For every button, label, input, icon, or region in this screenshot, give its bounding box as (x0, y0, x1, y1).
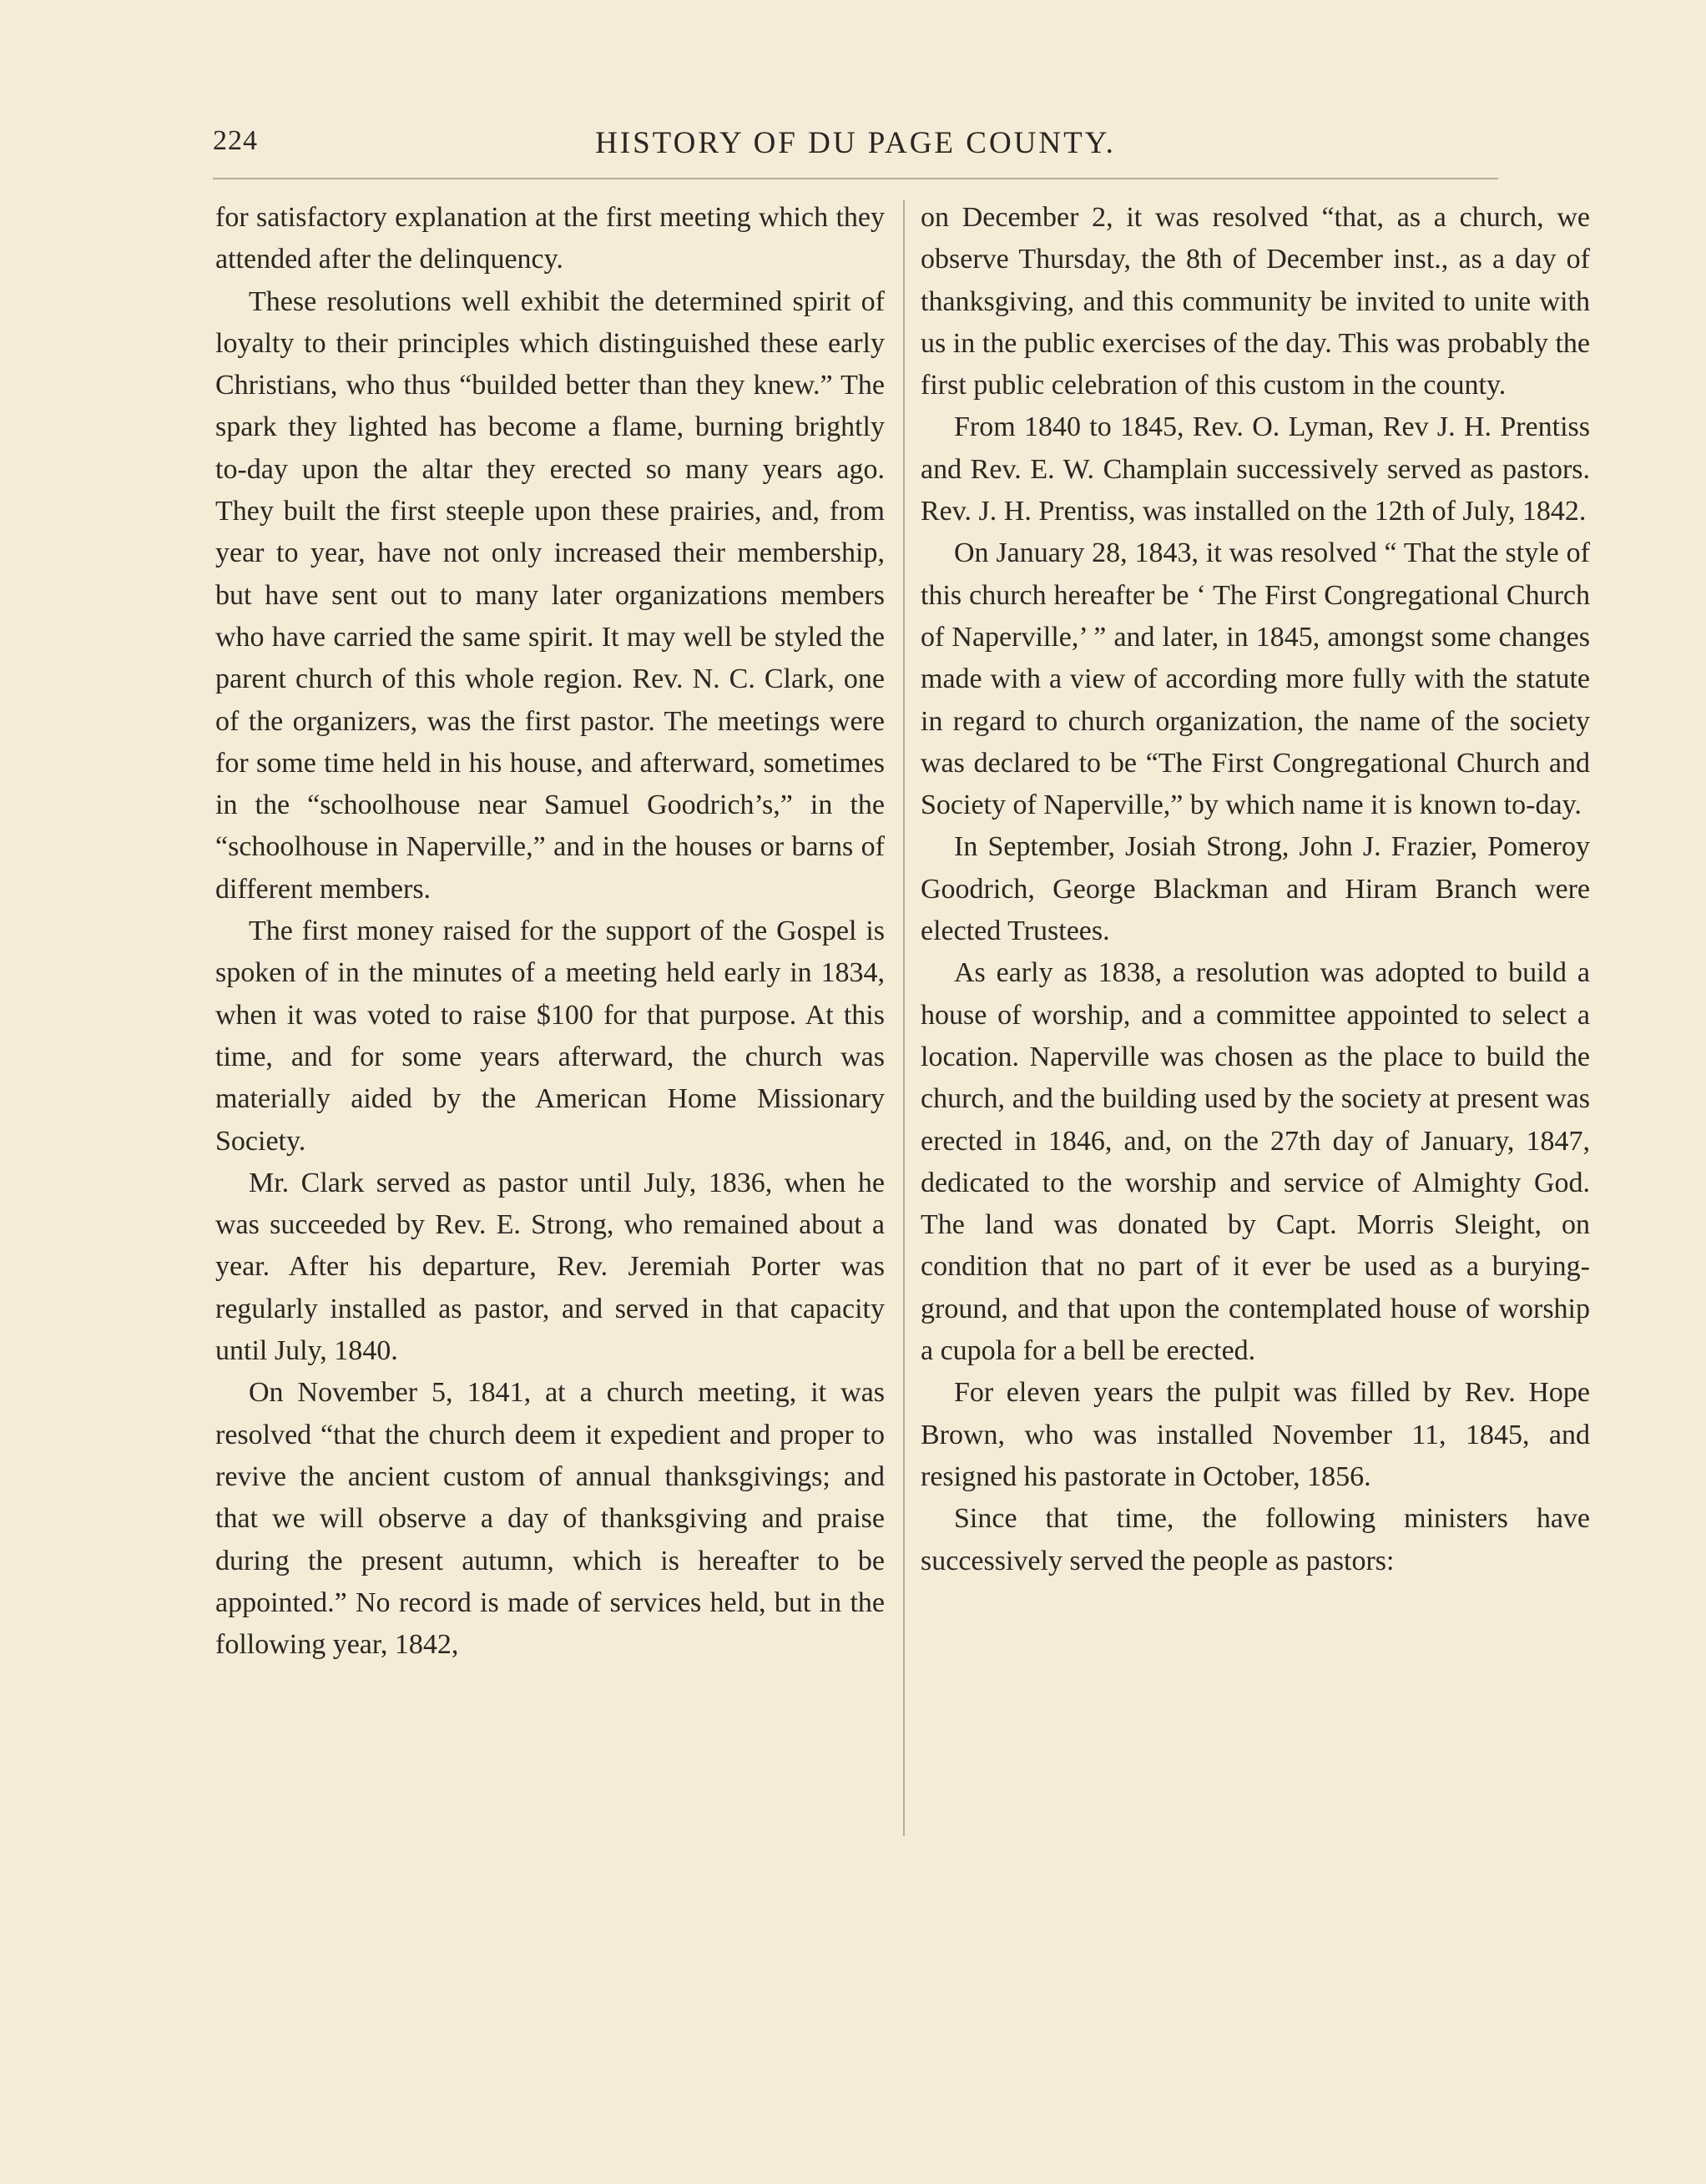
column-divider (903, 200, 905, 1836)
paragraph: On November 5, 1841, at a church meeting, it was resolved “that the church deem it expedient and proper to revive the ancient custom of annual thanksgivings; and that we will observe a day of thanksgiving and praise during the present autumn, which is hereafter to be appointed.” No record is made of services held, but in the following year, 1842, (215, 1377, 885, 1661)
paragraph: Mr. Clark served as pastor until July, 1836, when he was succeeded by Rev. E. Strong, who remained about a year. After his departure, Rev. Jeremiah Porter was regularly installed as pastor, and served in that capacity until July, 1840. (215, 1167, 885, 1367)
paragraph: for satisfactory explanation at the first meeting which they attended after the delinquency. (215, 202, 885, 275)
right-column (921, 197, 1590, 1582)
left-column (215, 197, 885, 1666)
paragraph: On January 28, 1843, it was resolved “ That the style of this church hereafter be ‘ The First Congregational Church of Naperville,’ ” and later, in 1845, amongst some changes made with a view of according more fully with the statute in regard to church organization, the name of the society was declared to be “The First Congregational Church and Society of Naperville,” by which name it is known to-day. (921, 537, 1590, 821)
paragraph: on December 2, it was resolved “that, as a church, we observe Thursday, the 8th of December inst., as a day of thanksgiving, and this community be invited to unite with us in the public exercises of the day. This was probably the first public celebration of this custom in the county. (921, 202, 1590, 401)
paragraph: The first money raised for the support of the Gospel is spoken of in the minutes of a meeting held early in 1834, when it was voted to raise $100 for that purpose. At this time, and for some years afterward, the church was materially aided by the American Home Missionary Society. (215, 915, 885, 1157)
paragraph: From 1840 to 1845, Rev. O. Lyman, Rev J. H. Prentiss and Rev. E. W. Champlain successively served as pastors. Rev. J. H. Prentiss, was installed on the 12th of July, 1842. (921, 411, 1590, 527)
page-header (213, 125, 1498, 175)
paragraph: Since that time, the following ministers have successively served the people as pastors: (921, 1503, 1590, 1576)
paragraph: For eleven years the pulpit was filled by Rev. Hope Brown, who was installed November 11, 1845, and resigned his pastorate in October, 1856. (921, 1377, 1590, 1492)
paragraph: As early as 1838, a resolution was adopted to build a house of worship, and a committee appointed to select a location. Naperville was chosen as the place to build the church, and the building used by the society at present was erected in 1846, and, on the 27th day of January, 1847, dedicated to the worship and service of Almighty God. The land was donated by Capt. Morris Sleight, on condition that no part of it ever be used as a burying-ground, and that upon the contemplated house of worship a cupola for a bell be erected. (921, 957, 1590, 1367)
running-title: HISTORY OF DU PAGE COUNTY. (595, 126, 1116, 160)
page-number: 224 (213, 125, 258, 156)
paragraph: These resolutions well exhibit the determined spirit of loyalty to their principles which distinguished these early Christians, who thus “builded better than they knew.” The spark they lighted has become a flame, burning brightly to-day upon the altar they erected so many years ago. They built the first steeple upon these prairies, and, from year to year, have not only increased their membership, but have sent out to many later organizations members who have carried the same spirit. It may well be styled the parent church of this whole region. Rev. N. C. Clark, one of the organizers, was the first pastor. The meetings were for some time held in his house, and afterward, sometimes in the “schoolhouse near Samuel Goodrich’s,” in the “schoolhouse in Naperville,” and in the houses or barns of different members. (215, 285, 885, 905)
paragraph: In September, Josiah Strong, John J. Frazier, Pomeroy Goodrich, George Blackman and Hiram Branch were elected Trustees. (921, 831, 1590, 947)
header-rule (213, 178, 1498, 179)
